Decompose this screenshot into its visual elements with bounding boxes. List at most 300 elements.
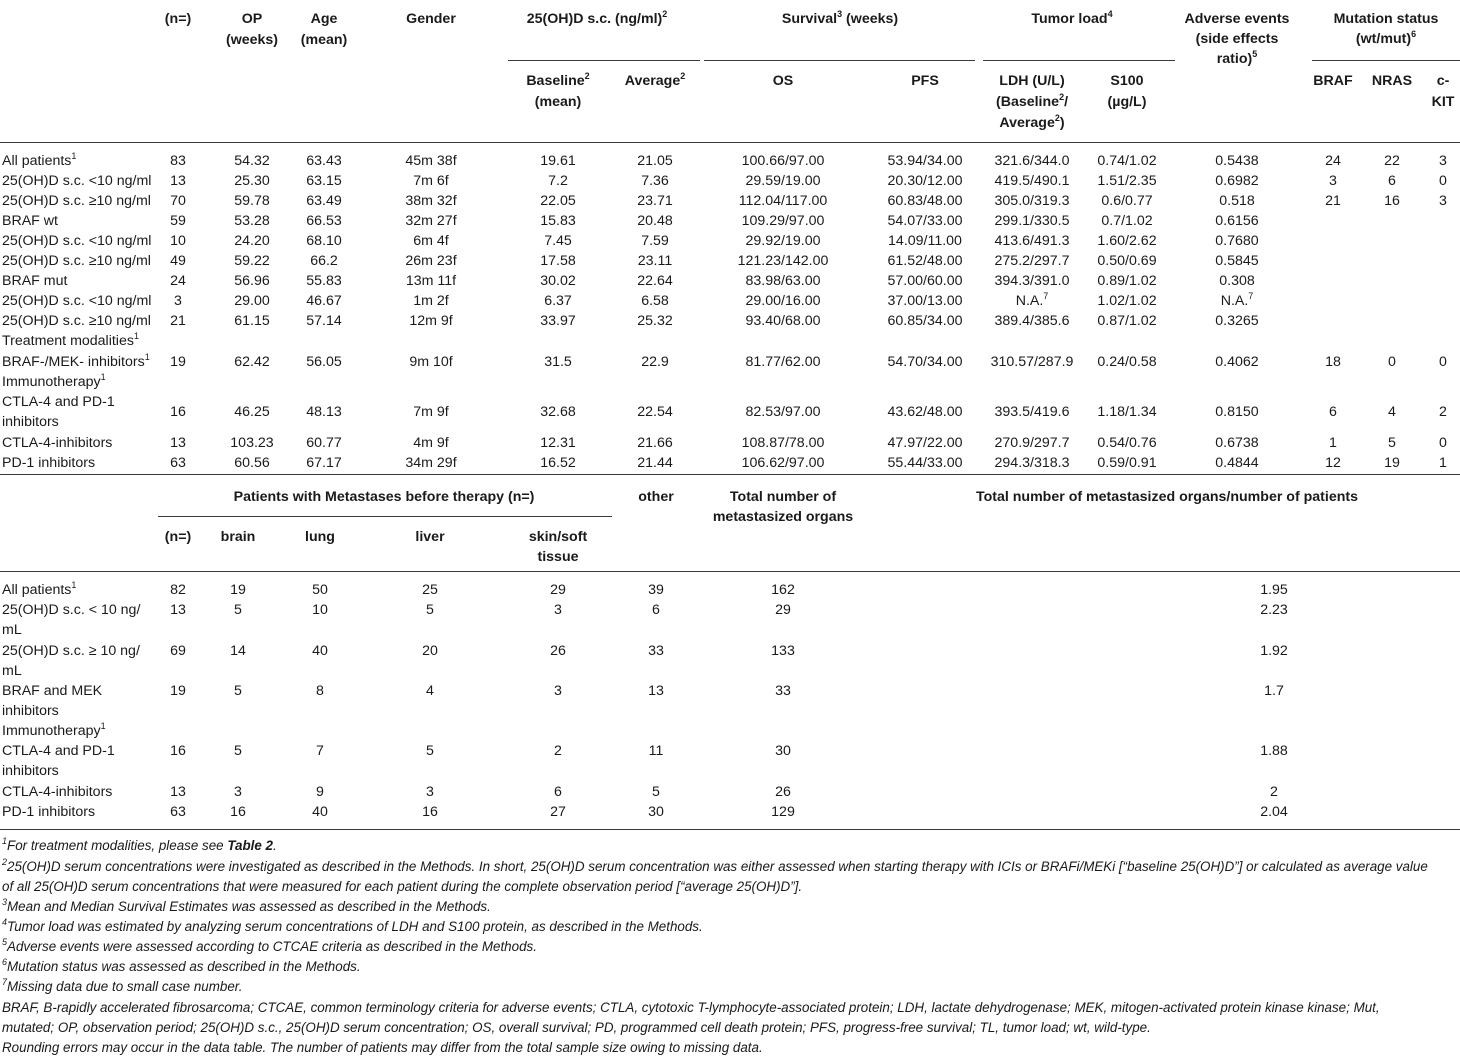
- text-span: Average: [999, 115, 1055, 131]
- table-cell: [550, 802, 566, 822]
- table-cell: [1215, 251, 1258, 271]
- header-s100: S100: [1110, 73, 1144, 89]
- cell-value: 22: [1384, 153, 1400, 169]
- table-cell: [746, 402, 821, 422]
- table-cell: [991, 352, 1074, 372]
- table-cell: [1384, 151, 1400, 171]
- abbreviations: [2, 998, 1380, 1018]
- header-ratio: Total number of metastasized organs/number of patients: [975, 489, 1359, 505]
- table-cell: [170, 352, 186, 372]
- cell-value: 20.30/12.00: [887, 173, 963, 189]
- table-cell: [648, 802, 664, 822]
- cell-value: 19: [170, 683, 186, 699]
- table-cell: [316, 681, 324, 701]
- row-label: [2, 352, 150, 372]
- cell-value: 1.02/1.02: [1097, 293, 1157, 309]
- header-ckit: c-: [1436, 73, 1450, 89]
- cell-value: 0.89/1.02: [1097, 273, 1157, 289]
- cell-value: 59.22: [234, 253, 270, 269]
- cell-value: 16: [230, 804, 246, 820]
- table-cell: [234, 231, 270, 251]
- table-cell: [641, 231, 669, 251]
- table-cell: [405, 191, 456, 211]
- footnote-text: For treatment modalities, please see: [7, 838, 228, 853]
- table-cell: [1264, 681, 1284, 701]
- cell-value: 27: [550, 804, 566, 820]
- footnote-4: [2, 917, 703, 937]
- table-cell: [1101, 191, 1152, 211]
- row-label: [2, 372, 106, 392]
- footnote-text: 25(OH)D serum concentrations were investigated as described in the Methods. In short, 25(OH)D serum concentration was either assessed when starting therapy with ICIs or BRAFi/MEKi [“baseline 25(OH)D”] or calculated as average value: [7, 859, 1428, 874]
- cell-value: 24: [1325, 153, 1341, 169]
- cell-value: 321.6/344.0: [994, 153, 1070, 169]
- table-cell: [888, 402, 963, 422]
- row-label-text: CTLA-4 and PD-1: [2, 743, 115, 759]
- rule-line: [0, 829, 1460, 830]
- table-cell: [306, 151, 342, 171]
- table-cell: [995, 211, 1070, 231]
- cell-value: 7: [316, 743, 324, 759]
- cell-value: 68.10: [306, 233, 342, 249]
- cell-value: 0.5438: [1215, 153, 1259, 169]
- cell-value: 4m 9f: [413, 435, 449, 451]
- text-span: ratio): [1216, 51, 1253, 67]
- cell-value: 29.92/19.00: [745, 233, 821, 249]
- table-cell: [1097, 231, 1156, 251]
- header-adverse-2: (side effects: [1195, 31, 1279, 47]
- table-cell: [170, 271, 186, 291]
- cell-value: 3: [1439, 153, 1447, 169]
- table-cell: [739, 191, 828, 211]
- cell-value: 60.56: [234, 455, 270, 471]
- table-cell: [540, 251, 576, 271]
- header-braf: BRAF: [1313, 73, 1353, 89]
- cell-value: 13: [170, 435, 186, 451]
- cell-value: 1.18/1.34: [1097, 404, 1157, 420]
- footnote-marker: 3: [837, 9, 843, 19]
- footnote-marker: 1: [71, 580, 77, 590]
- table-cell: [888, 231, 962, 251]
- table-reference[interactable]: Table 2: [227, 838, 273, 853]
- cell-value: 61.15: [234, 313, 270, 329]
- table-cell: [316, 741, 324, 761]
- table-cell: [652, 782, 660, 802]
- cell-value: 5: [426, 743, 434, 759]
- cell-value: 14: [230, 643, 246, 659]
- table-cell: [426, 681, 434, 701]
- cell-value: 26: [550, 643, 566, 659]
- cell-value: 25.30: [234, 173, 270, 189]
- table-cell: [1388, 352, 1396, 372]
- cell-value: 67.17: [306, 455, 342, 471]
- cell-value: 0.308: [1219, 273, 1255, 289]
- table-cell: [771, 802, 795, 822]
- footnote-7: [2, 977, 242, 997]
- cell-value: 112.04/117.00: [738, 193, 828, 209]
- cell-value: 60.83/48.00: [887, 193, 963, 209]
- footnote-marker: 7: [1248, 291, 1254, 301]
- table-cell: [426, 782, 434, 802]
- table-cell: [1384, 453, 1400, 473]
- row-label-text: BRAF mut: [2, 273, 68, 289]
- header-age-unit: (mean): [300, 32, 348, 48]
- header-mutation-2: [1356, 29, 1416, 49]
- cell-value: 6: [1388, 173, 1396, 189]
- cell-value: 0.6738: [1215, 435, 1259, 451]
- table-cell: [544, 231, 572, 251]
- cell-value: 6.58: [641, 293, 669, 309]
- cell-value: 22.64: [637, 273, 673, 289]
- cell-value: 39: [648, 582, 664, 598]
- cell-value: 29: [775, 602, 791, 618]
- table-cell: [1219, 271, 1255, 291]
- table-cell: [995, 453, 1070, 473]
- footnote-marker: 1: [133, 331, 139, 341]
- cell-value: 1.95: [1260, 582, 1288, 598]
- table-cell: [170, 311, 186, 331]
- cell-value: 5: [234, 743, 242, 759]
- cell-value: 33: [648, 643, 664, 659]
- cell-value: 2: [554, 743, 562, 759]
- table-cell: [234, 600, 242, 620]
- table-cell: [1215, 453, 1258, 473]
- header-ckit-2: KIT: [1431, 94, 1455, 110]
- table-cell: [406, 271, 456, 291]
- cell-value: 57.14: [306, 313, 342, 329]
- cell-value: 305.0/319.3: [994, 193, 1070, 209]
- table-cell: [742, 453, 825, 473]
- table-cell: [637, 453, 673, 473]
- table-cell: [746, 231, 821, 251]
- table-cell: [746, 291, 821, 311]
- row-label-text: All patients: [2, 153, 72, 169]
- table-cell: [1439, 453, 1447, 473]
- rule-line: [508, 60, 700, 61]
- table-cell: [306, 211, 342, 231]
- table-cell: [637, 433, 673, 453]
- cell-value: 19.61: [540, 153, 576, 169]
- table-cell: [1270, 782, 1278, 802]
- footnote-marker: 6: [1411, 29, 1417, 39]
- table-cell: [648, 681, 664, 701]
- cell-value: 29.00: [234, 293, 270, 309]
- table-cell: [746, 171, 821, 191]
- cell-value: 54.07/33.00: [887, 213, 963, 229]
- header-average: [625, 71, 685, 91]
- table-cell: [234, 271, 270, 291]
- table-cell: [1325, 453, 1341, 473]
- table-cell: [1097, 453, 1156, 473]
- row-label-text: CTLA-4 and PD-1: [2, 394, 115, 410]
- table-cell: [1097, 171, 1156, 191]
- table-cell: [234, 311, 270, 331]
- cell-value: 46.25: [234, 404, 270, 420]
- table-cell: [426, 600, 434, 620]
- text-span: (Baseline: [995, 94, 1060, 110]
- cell-value: 29.00/16.00: [745, 293, 821, 309]
- cell-value: 0.4062: [1215, 354, 1259, 370]
- header-brain: brain: [220, 529, 256, 545]
- header-vitd: [527, 9, 668, 29]
- footnote-marker: 5: [1252, 49, 1258, 59]
- table-cell: [540, 453, 576, 473]
- cell-value: 9: [316, 784, 324, 800]
- cell-value: 0.8150: [1215, 404, 1259, 420]
- row-label-cont: inhibitors: [2, 703, 59, 719]
- cell-value: 0.6156: [1215, 213, 1259, 229]
- table-cell: [1260, 741, 1288, 761]
- cell-value: 2.04: [1260, 804, 1288, 820]
- cell-value: 19: [230, 582, 246, 598]
- header-adverse-3: [1217, 49, 1257, 69]
- rule-line: [983, 60, 1175, 61]
- table-cell: [1215, 402, 1258, 422]
- row-label-cont: inhibitors: [2, 414, 59, 430]
- table-cell: [1097, 433, 1156, 453]
- table-cell: [742, 211, 825, 231]
- table-cell: [413, 433, 448, 453]
- cell-value: 13: [170, 602, 186, 618]
- cell-value: 62.42: [234, 354, 270, 370]
- header-metastases: Patients with Metastases before therapy (n=): [233, 489, 535, 505]
- cell-value: 16: [170, 404, 186, 420]
- table-cell: [170, 251, 186, 271]
- table-cell: [1215, 352, 1258, 372]
- cell-value: 8: [316, 683, 324, 699]
- header-ldh-3: [999, 113, 1064, 133]
- row-label: [2, 641, 140, 661]
- cell-value: 299.1/330.5: [994, 213, 1070, 229]
- cell-value: 63.15: [306, 173, 342, 189]
- header-survival: [782, 9, 898, 29]
- table-cell: [775, 741, 791, 761]
- table-cell: [888, 433, 963, 453]
- row-label-text: 25(OH)D s.c. ≥ 10 ng/: [2, 643, 140, 659]
- table-cell: [550, 641, 566, 661]
- table-cell: [170, 151, 186, 171]
- cell-value: 54.32: [234, 153, 270, 169]
- cell-value: 16: [1384, 193, 1400, 209]
- table-cell: [234, 402, 270, 422]
- footnote-text: BRAF, B-rapidly accelerated fibrosarcoma; CTCAE, common terminology criteria for adverse events; CTLA, cytotoxic T-lymphocyte-associated protein; LDH, lactate dehydrogenase; MEK, mitogen-activated protein kinase kinase; Mut,: [2, 1000, 1380, 1015]
- row-label-text: BRAF-/MEK- inhibitors: [2, 354, 145, 370]
- cell-value: 1: [1439, 455, 1447, 471]
- cell-value: 59.78: [234, 193, 270, 209]
- footnote-3: [2, 897, 491, 917]
- cell-value: 394.3/391.0: [994, 273, 1070, 289]
- table-cell: [413, 171, 448, 191]
- row-label-cont: mL: [2, 663, 22, 679]
- cell-value: 20.48: [637, 213, 673, 229]
- table-cell: [637, 211, 673, 231]
- cell-value: 93.40/68.00: [745, 313, 821, 329]
- header-baseline-mean: (mean): [534, 94, 582, 110]
- row-label: [2, 151, 76, 171]
- text-span: Survival: [781, 11, 838, 27]
- table-cell: [413, 402, 448, 422]
- header-total-2: metastasized organs: [712, 509, 854, 525]
- footnote-marker: 7: [1043, 291, 1049, 301]
- cell-value: 1.88: [1260, 743, 1288, 759]
- cell-value: 6: [1329, 404, 1337, 420]
- row-label: [2, 580, 76, 600]
- cell-value: 83: [170, 153, 186, 169]
- cell-value: 40: [312, 804, 328, 820]
- cell-value: 1.60/2.62: [1097, 233, 1157, 249]
- table-cell: [1260, 802, 1288, 822]
- cell-value: 0.4844: [1215, 455, 1259, 471]
- table-cell: [648, 641, 664, 661]
- cell-value: 2: [1270, 784, 1278, 800]
- cell-value: 16: [422, 804, 438, 820]
- cell-value: 34m 29f: [405, 455, 457, 471]
- header-liver: liver: [415, 529, 445, 545]
- table-cell: [312, 802, 328, 822]
- cell-value: 63: [170, 804, 186, 820]
- cell-value: 4: [426, 683, 434, 699]
- table-cell: [742, 433, 825, 453]
- table-cell: [1388, 171, 1396, 191]
- table-cell: [1016, 291, 1049, 311]
- table-cell: [637, 151, 673, 171]
- rounding-note: [2, 1038, 763, 1058]
- table-cell: [306, 352, 342, 372]
- cell-value: 30: [648, 804, 664, 820]
- text-span: ): [1059, 115, 1065, 131]
- table-cell: [637, 271, 673, 291]
- cell-value: 100.66/97.00: [741, 153, 825, 169]
- row-label-text: PD-1 inhibitors: [2, 455, 96, 471]
- cell-value: 5: [426, 602, 434, 618]
- cell-value: 18: [1325, 354, 1341, 370]
- row-label: [2, 782, 112, 802]
- cell-value: 16: [170, 743, 186, 759]
- row-label-cont: mL: [2, 622, 22, 638]
- cell-value: 0.7680: [1215, 233, 1259, 249]
- cell-value: 66.2: [310, 253, 338, 269]
- table-cell: [995, 251, 1070, 271]
- cell-value: 7.36: [641, 173, 669, 189]
- header-skin: skin/soft: [528, 529, 588, 545]
- table-cell: [554, 782, 562, 802]
- cell-value: 133: [771, 643, 795, 659]
- table-cell: [316, 782, 324, 802]
- footnote-marker: 2: [662, 9, 668, 19]
- table-cell: [306, 311, 342, 331]
- footnote-text: of all 25(OH)D serum concentrations that were measured for each patient during the complete observation period [“average 25(OH)D”].: [2, 879, 803, 894]
- row-label: [2, 331, 139, 351]
- table-cell: [230, 433, 273, 453]
- cell-value: 63.49: [306, 193, 342, 209]
- table-cell: [1101, 211, 1152, 231]
- table-cell: [742, 151, 825, 171]
- cell-value: 4: [1388, 404, 1396, 420]
- cell-value: 0: [1439, 173, 1447, 189]
- row-label-text: CTLA-4-inhibitors: [2, 784, 113, 800]
- cell-value: 3: [554, 602, 562, 618]
- table-cell: [170, 782, 186, 802]
- row-label: [2, 392, 115, 412]
- text-span: (wt/mut): [1355, 31, 1412, 47]
- table-cell: [775, 782, 791, 802]
- cell-value: 0: [1388, 354, 1396, 370]
- table-cell: [995, 151, 1070, 171]
- table-cell: [1097, 291, 1156, 311]
- cell-value: 21: [1325, 193, 1341, 209]
- cell-value: 29.59/19.00: [745, 173, 821, 189]
- header-n: (n=): [164, 11, 192, 27]
- table-cell: [995, 433, 1070, 453]
- footnote-marker: 3: [2, 897, 8, 907]
- cell-value: 2.23: [1260, 602, 1288, 618]
- cell-value: 270.9/297.7: [994, 435, 1070, 451]
- table-cell: [995, 271, 1070, 291]
- table-cell: [1097, 352, 1156, 372]
- table-cell: [405, 151, 456, 171]
- table-cell: [1097, 271, 1156, 291]
- table-cell: [1215, 433, 1258, 453]
- cell-value: 63.43: [306, 153, 342, 169]
- table-cell: [1388, 433, 1396, 453]
- table-cell: [1439, 151, 1447, 171]
- table-cell: [1325, 151, 1341, 171]
- footnote-marker: 2: [680, 71, 686, 81]
- table-cell: [409, 311, 452, 331]
- table-cell: [888, 271, 963, 291]
- table-cell: [638, 251, 672, 271]
- table-cell: [234, 453, 270, 473]
- table-cell: [1329, 433, 1337, 453]
- cell-value: 26m 23f: [405, 253, 457, 269]
- cell-value: 47.97/22.00: [887, 435, 963, 451]
- table-cell: [641, 352, 669, 372]
- table-cell: [540, 433, 576, 453]
- table-cell: [170, 741, 186, 761]
- row-label-cont: inhibitors: [2, 763, 59, 779]
- row-label: [2, 191, 151, 211]
- table-cell: [422, 641, 438, 661]
- table-cell: [888, 453, 963, 473]
- cell-value: 82: [170, 582, 186, 598]
- cell-value: 49: [170, 253, 186, 269]
- cell-value: 46.67: [306, 293, 342, 309]
- cell-value: 7m 9f: [413, 404, 449, 420]
- row-label: [2, 231, 151, 251]
- table-cell: [637, 191, 673, 211]
- cell-value: 63: [170, 455, 186, 471]
- cell-value: N.A.: [1220, 293, 1249, 309]
- table-cell: [995, 402, 1070, 422]
- footnote-text: Rounding errors may occur in the data table. The number of patients may differ from the total sample size owing to missing data.: [2, 1040, 763, 1055]
- table-cell: [1439, 402, 1447, 422]
- table-cell: [170, 802, 186, 822]
- table-cell: [775, 600, 791, 620]
- cell-value: 11: [648, 743, 664, 759]
- table-cell: [405, 211, 456, 231]
- table-cell: [540, 311, 576, 331]
- footnote-marker: 4: [2, 917, 8, 927]
- table-cell: [746, 311, 821, 331]
- cell-value: 15.83: [540, 213, 576, 229]
- table-cell: [306, 453, 342, 473]
- footnote-marker: 1: [100, 721, 106, 731]
- table-cell: [771, 641, 795, 661]
- cell-value: 5: [1388, 435, 1396, 451]
- table-cell: [230, 641, 246, 661]
- cell-value: 5: [234, 602, 242, 618]
- cell-value: 66.53: [306, 213, 342, 229]
- cell-value: 61.52/48.00: [887, 253, 963, 269]
